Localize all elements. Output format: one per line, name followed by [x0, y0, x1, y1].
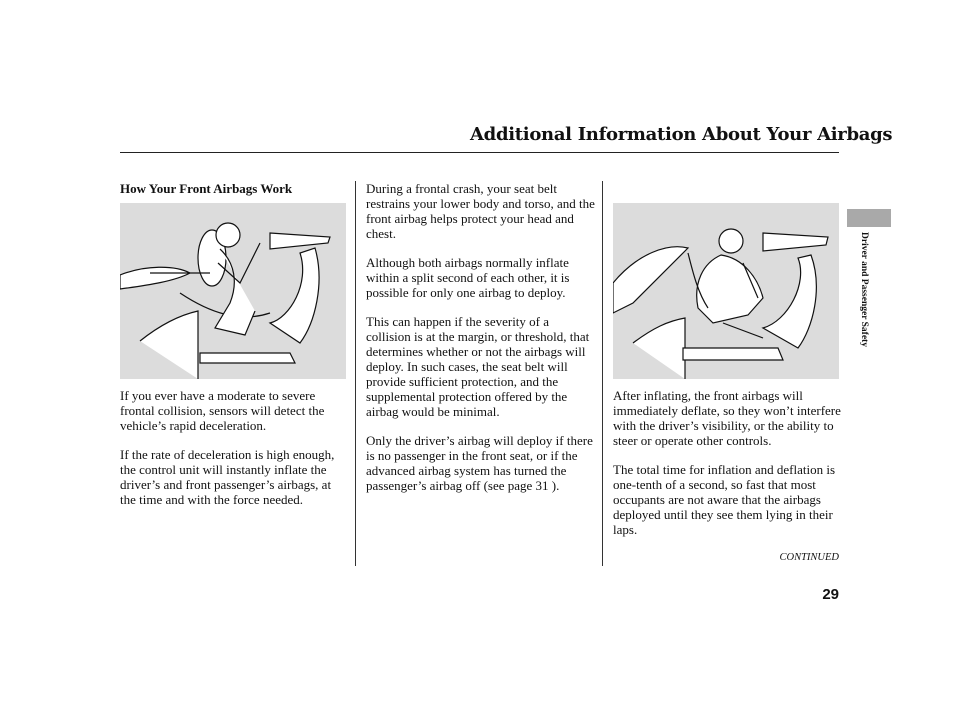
column1-text [120, 388, 350, 507]
column-divider-right [602, 181, 603, 566]
paragraph: Only the driver’s airbag will deploy if there is no passenger in the front seat, or if the advanced airbag system has turned the passenger’s airbag off (see page 31 ). [366, 433, 593, 493]
driver-airbag-illustration [120, 203, 346, 379]
paragraph: If you ever have a moderate to severe frontal collision, sensors will detect the vehicle’s rapid deceleration. [120, 388, 325, 433]
column-divider-left [355, 181, 356, 566]
section-subheading: How Your Front Airbags Work [120, 181, 293, 196]
column2-text [366, 181, 596, 493]
paragraph: Although both airbags normally inflate within a split second of each other, it is possible for only one airbag to deploy. [366, 255, 570, 300]
page-number: 29 [822, 586, 839, 603]
continued-label: CONTINUED [779, 552, 839, 563]
paragraph: This can happen if the severity of a collision is at the margin, or threshold, that determines whether or not the airbags will deploy. In such cases, the seat belt will provide sufficient protection, and the supplemental protection offered by the airbag would be minimal. [366, 314, 590, 419]
page-title: Additional Information About Your Airbags [470, 124, 893, 145]
paragraph: After inflating, the front airbags will immediately deflate, so they won’t interfere with the driver’s visibility, or the ability to steer or operate other controls. [613, 388, 841, 448]
section-label: Driver and Passenger Safety [859, 232, 869, 347]
column3-text [613, 388, 843, 537]
title-rule [120, 152, 839, 153]
paragraph: If the rate of deceleration is high enough, the control unit will instantly inflate the driver’s and front passenger’s airbags, at the time and with the force needed. [120, 447, 335, 507]
section-tab [847, 209, 891, 227]
passenger-airbag-illustration [613, 203, 839, 379]
paragraph: The total time for inflation and deflation is one-tenth of a second, so fast that most occupants are not aware that the airbags deployed until they see them lying in their laps. [613, 462, 836, 537]
paragraph: During a frontal crash, your seat belt restrains your lower body and torso, and the front airbag helps protect your head and chest. [366, 181, 595, 241]
